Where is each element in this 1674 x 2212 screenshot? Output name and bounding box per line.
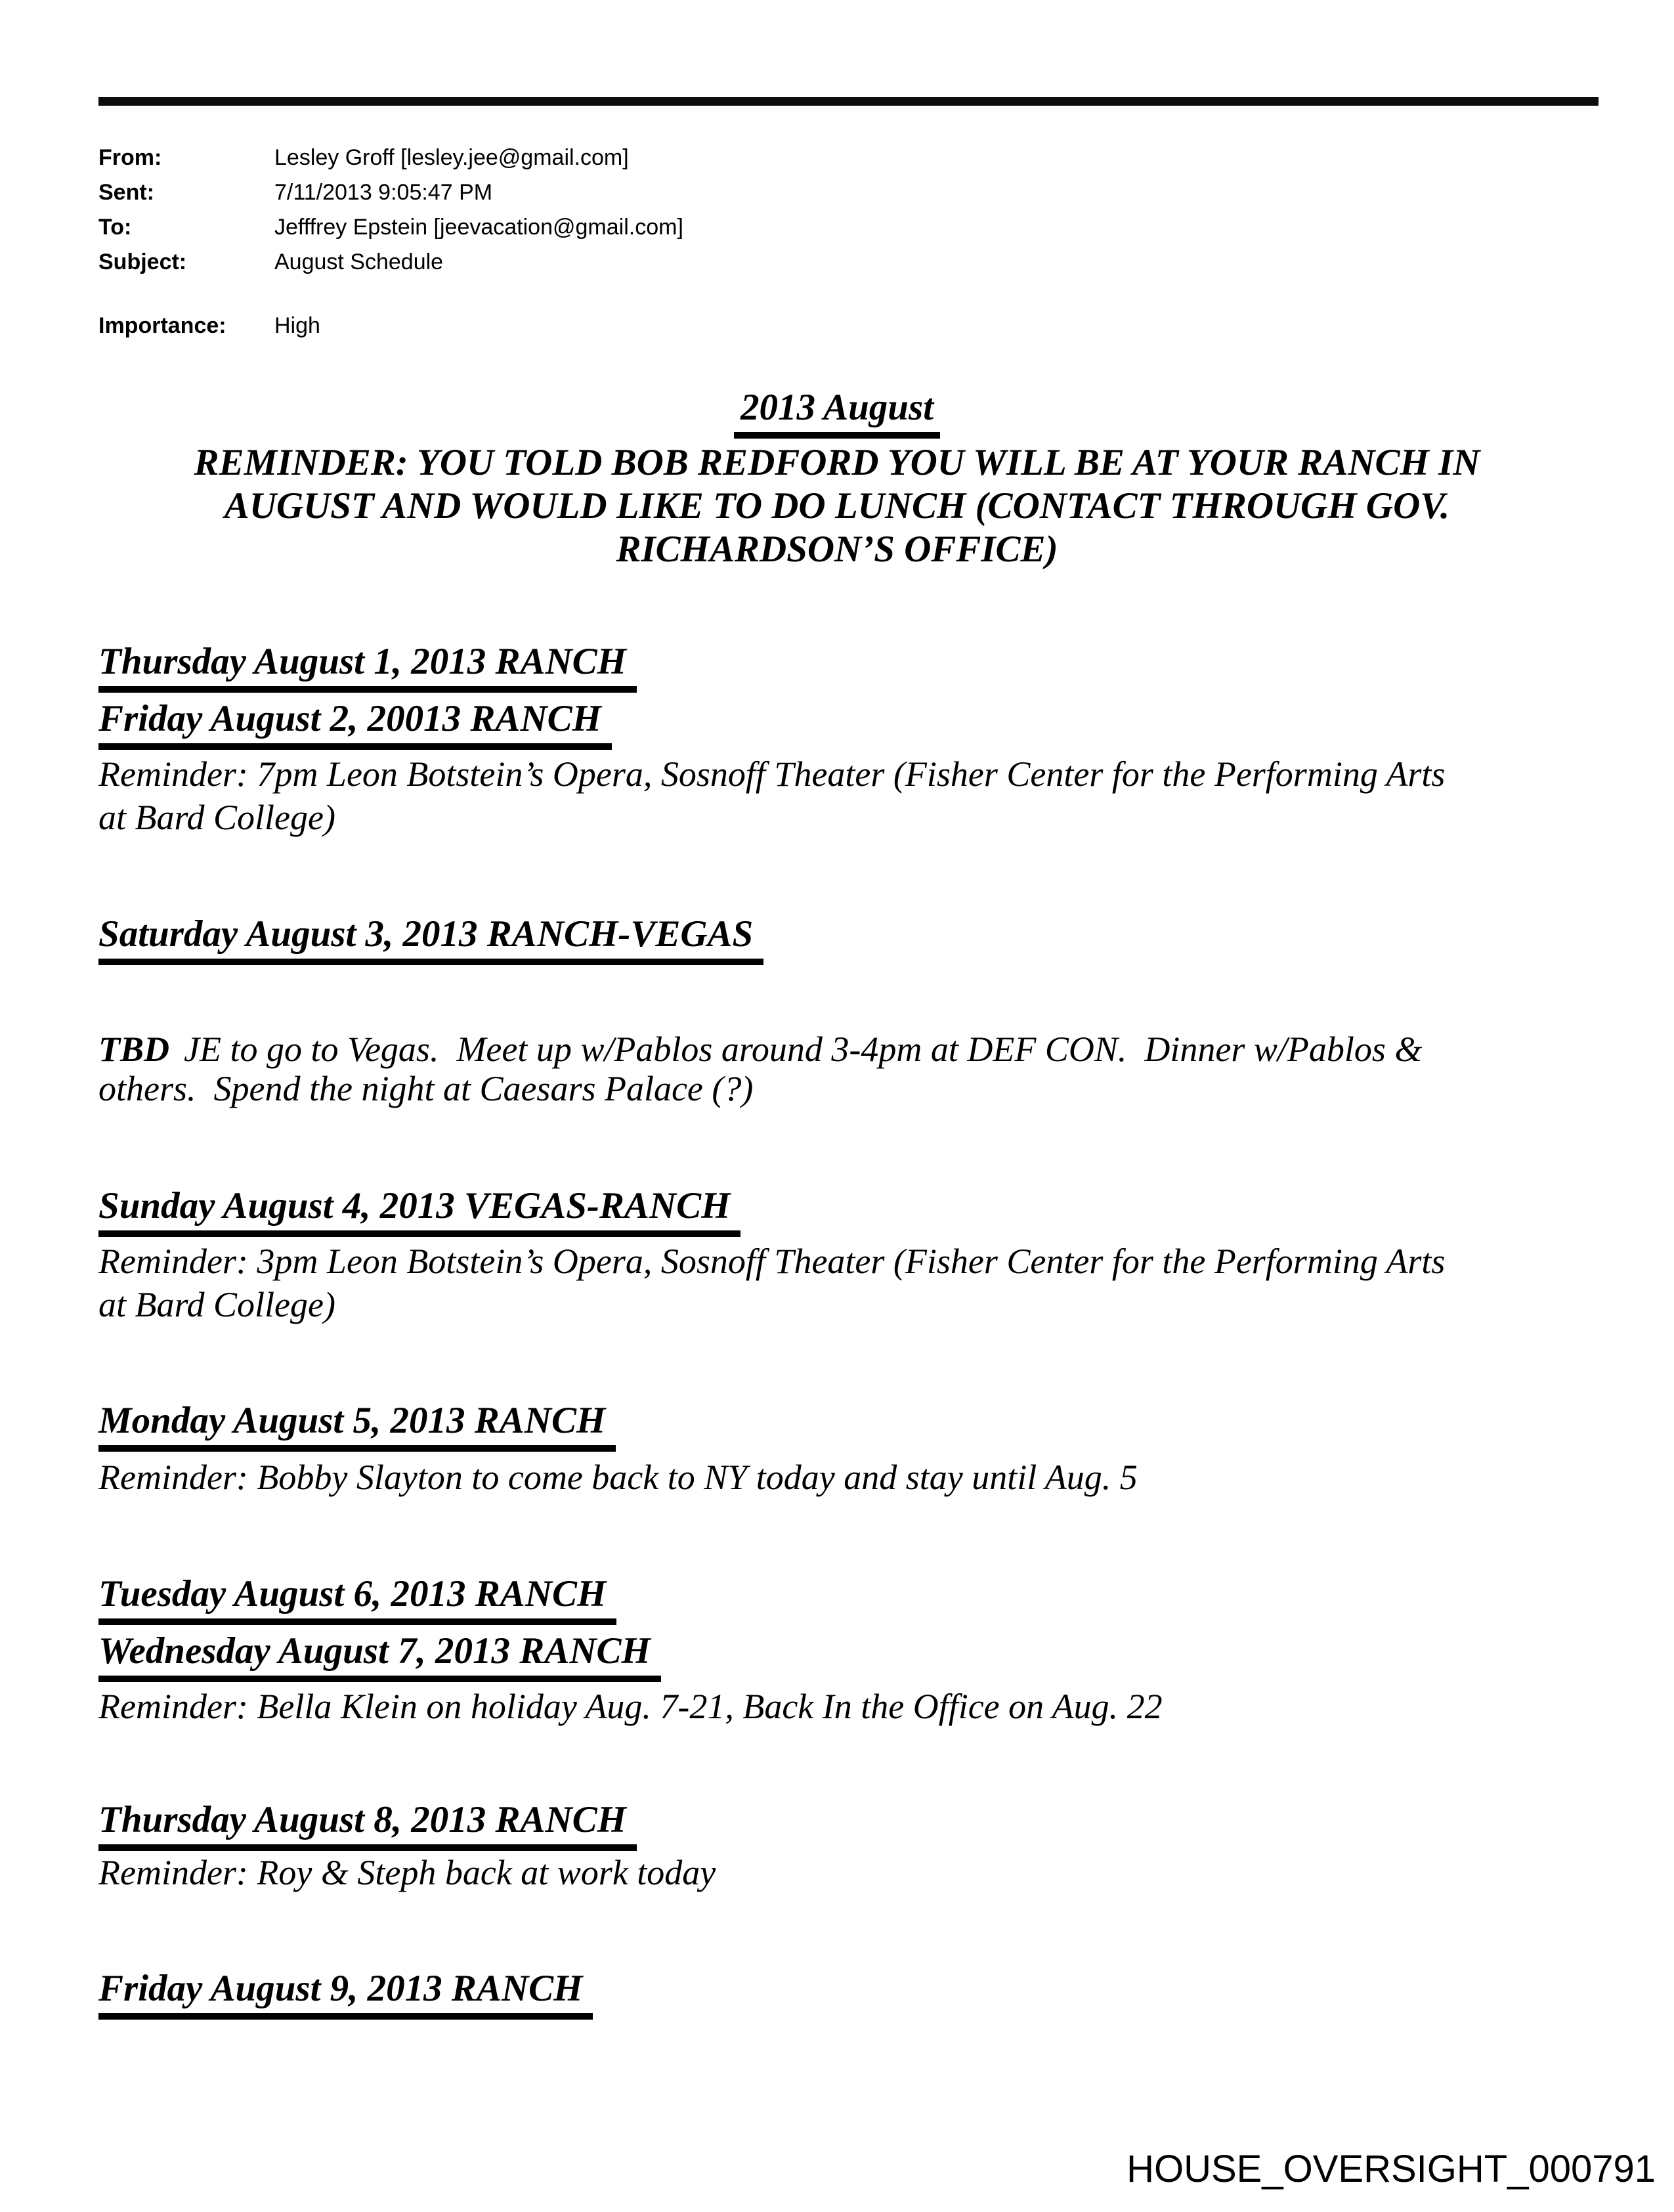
reminder-note <box>98 1030 1422 1069</box>
day-heading <box>98 642 637 693</box>
day-heading <box>98 1574 616 1625</box>
top-rule <box>98 97 1599 106</box>
day-heading-text: Friday August 9, 2013 RANCH <box>98 1969 593 2020</box>
importance-label: Importance: <box>98 313 226 338</box>
day-heading <box>98 1632 661 1682</box>
reminder-note: Reminder: 7pm Leon Botstein’s Opera, Sosnoff Theater (Fisher Center for the Performing Arts <box>98 754 1446 794</box>
sent-value: 7/11/2013 9:05:47 PM <box>274 180 493 205</box>
reminder-banner-line: RICHARDSON’S OFFICE) <box>616 529 1058 570</box>
day-heading <box>98 1401 616 1452</box>
importance-value: High <box>274 313 320 338</box>
subject-value: August Schedule <box>274 249 444 274</box>
email-header <box>98 141 683 280</box>
reminder-note-continued: others. Spend the night at Caesars Palace (?) <box>98 1069 754 1108</box>
reminder-note-continued: at Bard College) <box>98 798 335 837</box>
reminder-note: Reminder: 3pm Leon Botstein’s Opera, Sosnoff Theater (Fisher Center for the Performing Arts <box>98 1242 1446 1281</box>
day-heading-text: Friday August 2, 20013 RANCH <box>98 699 612 750</box>
day-heading-text: Tuesday August 6, 2013 RANCH <box>98 1574 616 1625</box>
sent-label: Sent: <box>98 180 154 205</box>
day-heading <box>98 915 763 965</box>
day-heading-text: Saturday August 3, 2013 RANCH-VEGAS <box>98 915 763 965</box>
from-value: Lesley Groff [lesley.jee@gmail.com] <box>274 145 629 170</box>
day-heading-text: Thursday August 8, 2013 RANCH <box>98 1800 637 1851</box>
day-heading-text: Thursday August 1, 2013 RANCH <box>98 642 637 693</box>
subject-label: Subject: <box>98 249 187 274</box>
from-label: From: <box>98 145 162 170</box>
bates-stamp: HOUSE_OVERSIGHT_000791 <box>1127 2148 1656 2190</box>
title-row <box>98 387 1576 439</box>
to-value: Jefffrey Epstein [jeevacation@gmail.com] <box>274 215 683 240</box>
reminder-note-continued: at Bard College) <box>98 1285 335 1324</box>
tbd-label: TBD <box>98 1030 169 1069</box>
day-heading <box>98 1800 637 1851</box>
to-label: To: <box>98 215 132 240</box>
document-title: 2013 August <box>734 387 940 439</box>
reminder-banner-line: REMINDER: YOU TOLD BOB REDFORD YOU WILL BE AT YOUR RANCH IN <box>194 442 1480 483</box>
reminder-note: Reminder: Roy & Steph back at work today <box>98 1853 716 1892</box>
day-heading <box>98 1969 593 2020</box>
reminder-note: Reminder: Bella Klein on holiday Aug. 7-21, Back In the Office on Aug. 22 <box>98 1687 1163 1726</box>
tbd-text: JE to go to Vegas. Meet up w/Pablos around 3-4pm at DEF CON. Dinner w/Pablos & <box>184 1030 1423 1069</box>
day-heading-text: Monday August 5, 2013 RANCH <box>98 1401 616 1452</box>
importance-row <box>98 309 320 343</box>
reminder-note: Reminder: Bobby Slayton to come back to NY today and stay until Aug. 5 <box>98 1458 1138 1497</box>
day-heading-text: Wednesday August 7, 2013 RANCH <box>98 1632 661 1682</box>
day-heading-text: Sunday August 4, 2013 VEGAS-RANCH <box>98 1186 740 1237</box>
day-heading <box>98 1186 740 1237</box>
reminder-banner <box>98 441 1576 571</box>
reminder-banner-line: AUGUST AND WOULD LIKE TO DO LUNCH (CONTACT THROUGH GOV. <box>224 485 1450 527</box>
day-heading <box>98 699 612 750</box>
